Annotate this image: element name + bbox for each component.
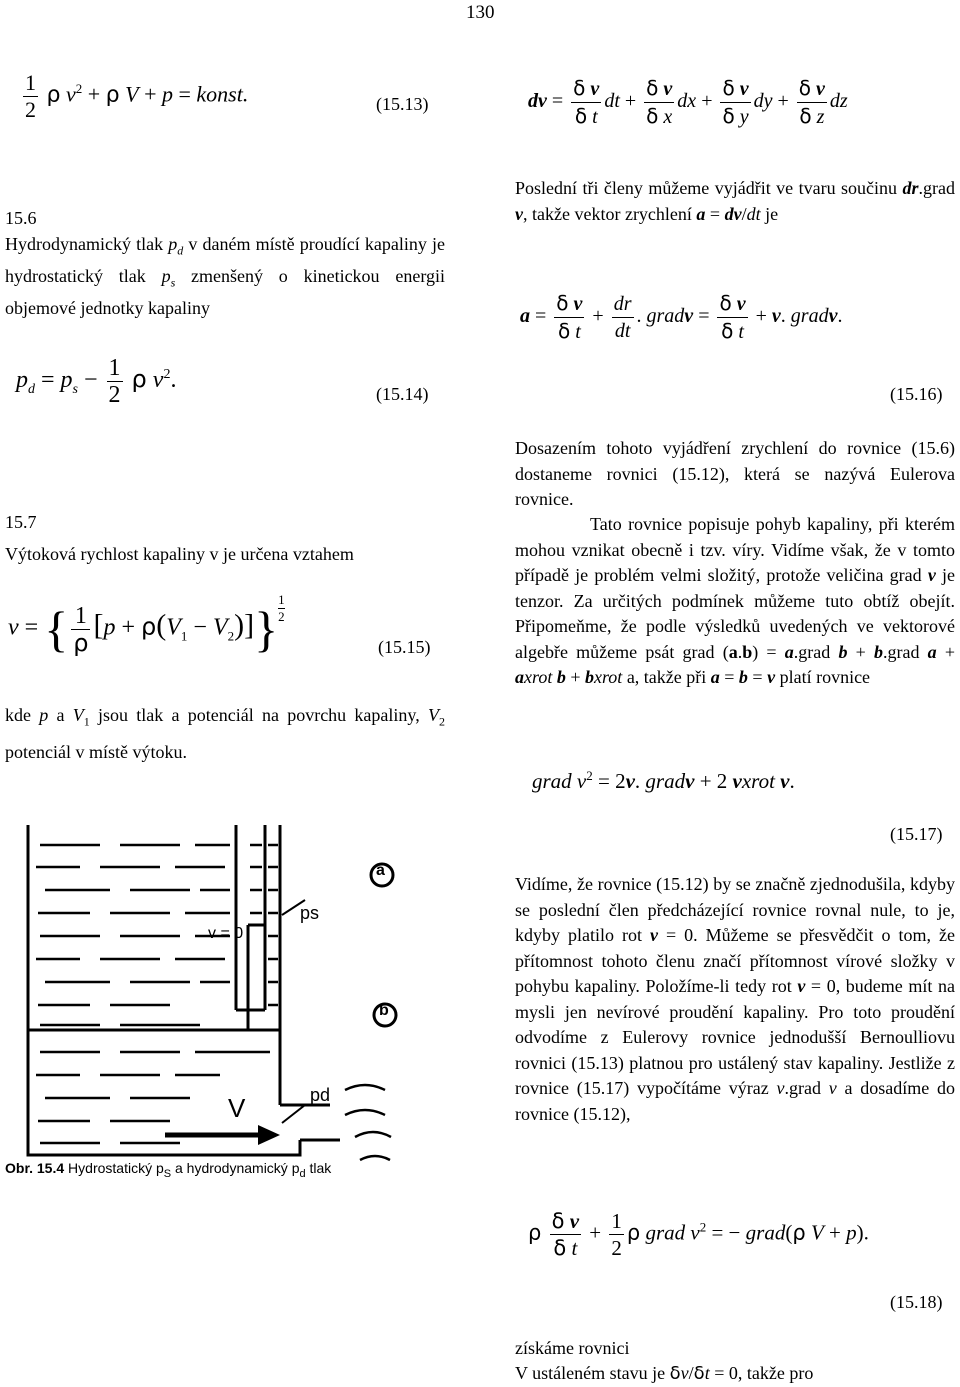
paragraph-vortex: Tato rovnice popisuje pohyb kapaliny, při kterém mohou vznikat obecně i tzv. víry. Vidíme však, že v tomto případě je problém velmi složitý, protože veličina grad v je tenzor. Za určitých podmínek můžeme tuto obtíž obejít. Připomeňme, že podle výsledků uvedených ve vektorové algebře můžeme psát grad (a.b) = a.grad b + b.grad a + axrot b + bxrot a, takže při a = b = v platí rovnice: [515, 514, 956, 687]
paragraph-last-terms: Poslední tři členy můžeme vyjádřit ve tvaru součinu dr.grad v, takže vektor zrychlení a = dv/dt je: [515, 178, 955, 224]
equation-label-15-15: (15.15): [378, 637, 431, 657]
equation-15-14: $p_d = p_s$ − $\frac{1}{2}$ ρ $v^2$.: [16, 355, 177, 408]
figure-label-ps: ps: [300, 903, 320, 923]
section-number-15-6: 15.6: [5, 208, 37, 228]
equation-label-15-18: (15.18): [890, 1292, 943, 1312]
paragraph-bernoulli: Vidíme, že rovnice (15.12) by se značně zjednodušila, kdyby se poslední člen předcházející rovnice rovnal nule, to je, kdyby platilo rot v = 0. Můžeme se přesvědčit o tom, že přítomnost tohoto členu značí přítomnost vírové složky v pohybu kapaliny. Položíme-li tedy rot v = 0, budeme mít na mysli jen nevírové proudění kapaliny. Pro toto proudění odvodíme z Eulerovy rovnice jednodušší Bernoulliovu rovnici (15.13) platnou pro ustálený stav kapaliny. Jestliže z rovnice (15.17) vypočítáme výraz v.grad v a dosadíme do rovnice (15.12),: [515, 874, 955, 1124]
figure-15-4: [0, 815, 440, 1170]
page-number: 130: [466, 2, 495, 23]
paragraph-steady-state: V ustáleném stavu je δv/δt = 0, takže pro: [515, 1363, 814, 1384]
figure-label-a: a: [376, 862, 385, 879]
figure-label-V: V: [228, 1093, 246, 1123]
equation-label-15-16: (15.16): [890, 384, 943, 404]
figure-caption-text: Hydrostatický $p_S$ a hydrodynamický $p_d$ tlak: [68, 1160, 332, 1180]
equation-15-15: v = { $\frac{1}{\rho}$ $[p + \rho(V_1 - V_2)]$} $\frac{1}{2}$: [8, 592, 285, 657]
equation-15-17: grad $v^2 = 2v$. gradv + 2 vxrot v.: [532, 768, 795, 793]
flow-arrow-icon: [165, 1125, 280, 1145]
figure-label-b: b: [379, 1002, 389, 1019]
figure-caption-prefix: Obr. 15.4: [5, 1160, 65, 1176]
equation-dv: dv = $\frac{\text{δ v}}{\text{δ t}}$ dt + $\frac{\text{δ v}}{\text{δ x}}$ dx + $\frac{\text{δ v}}{\text{δ y}}$ dy + $\frac{\text{δ v}}{\text{δ z}}$ dz: [528, 76, 848, 128]
equation-15-16: a = $\frac{\text{δ v}}{\text{δ t}}$ + $\frac{dr}{dt}$ . gradv = $\frac{\text{δ v}}{\text{δ t}}$ + v. gradv.: [520, 291, 843, 343]
equation-label-15-13: (15.13): [376, 94, 429, 114]
equation-label-15-14: (15.14): [376, 384, 429, 404]
figure-label-v0: v = 0: [208, 925, 244, 942]
section-number-15-7: 15.7: [5, 512, 37, 532]
paragraph-euler: Dosazením tohoto vyjádření zrychlení do rovnice (15.6) dostaneme rovnici (15.12), která se nazývá Eulerova rovnice.: [515, 438, 955, 509]
equation-15-18: ρ $\frac{\text{δ v}}{\text{δ t}}$ + $\frac{1}{2}$ ρ grad $v^2$ = − grad(ρ V + p).: [528, 1209, 869, 1260]
equation-label-15-17: (15.17): [890, 824, 943, 844]
hydrostatic-diagram: [0, 815, 440, 1170]
section-15-6-text: Hydrodynamický tlak $p_d$ v daném místě proudící kapaliny je hydrostatický tlak $p_s$ zmenšený o kinetickou energii objemové jednotky kapaliny: [5, 234, 446, 319]
equation-15-13: $\frac{1}{2}$ ρ $v^2 + \rho$ V + p = konst.: [25, 70, 249, 122]
figure-caption: [5, 1160, 445, 1180]
eq-15-15-explanation: kde p a $V_1$ jsou tlak a potenciál na povrchu kapaliny, $V_2$ potenciál v místě výtoku.: [5, 705, 445, 762]
section-15-7-text: Výtoková rychlost kapaliny v je určena vztahem: [5, 544, 354, 564]
figure-label-pd: pd: [310, 1085, 331, 1105]
paragraph-ziskame: získáme rovnici: [515, 1338, 630, 1358]
